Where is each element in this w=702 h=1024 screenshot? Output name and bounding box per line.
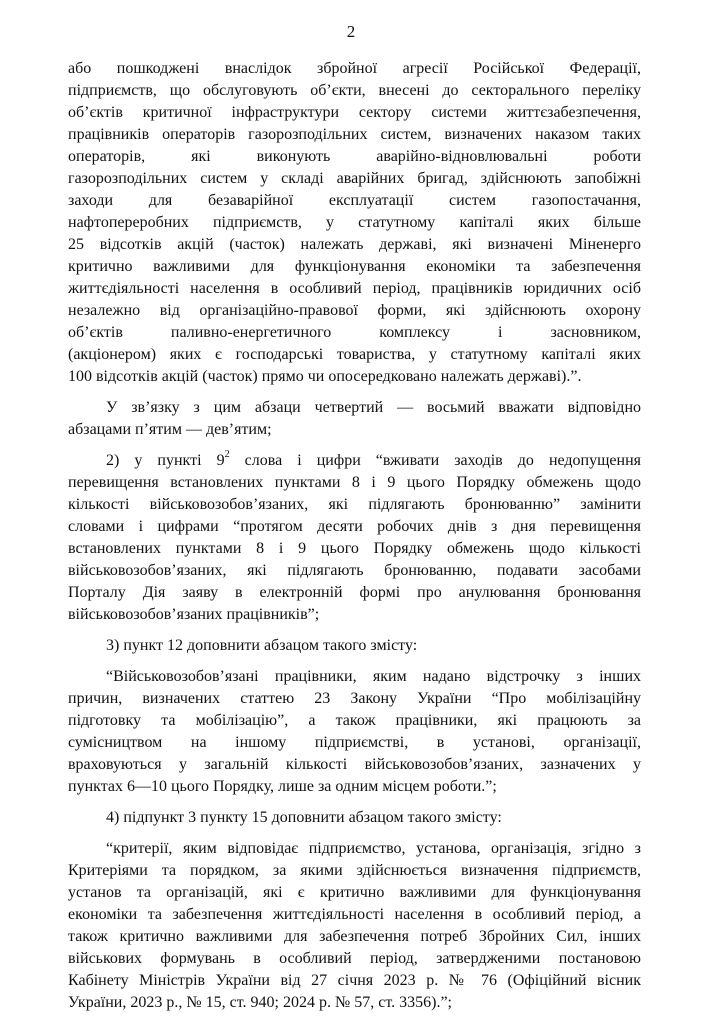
text-line: 4) підпункт 3 пункту 15 доповнити абзацом такого змісту: <box>106 809 502 826</box>
text-line: перевищення встановлених пунктами 8 і 9 цього Порядку обмежень щодо <box>68 474 641 491</box>
paragraph-item-4 <box>68 807 641 829</box>
text-line: життєдіяльності населення в особливий період, працівників юридичних осіб <box>68 280 641 297</box>
text-line: (акціонером) яких є господарські товариства, у статутному капіталі яких <box>68 346 641 363</box>
document-body <box>68 58 641 1014</box>
paragraph-renumbering <box>68 397 641 441</box>
text-line: операторів, які виконують аварійно-відновлювальні роботи <box>68 148 641 165</box>
text-line: України, 2023 р., № 15, ст. 940; 2024 р. № 57, ст. 3356).”; <box>68 994 452 1011</box>
text-line: газорозподільних систем у складі аварійних бригад, здійснюють запобіжні <box>68 170 641 187</box>
text-line: У зв’язку з цим абзаци четвертий — восьмий вважати відповідно <box>106 399 641 416</box>
text-line: кількості військовозобов’язаних, які підлягають бронюванню” замінити <box>68 496 641 513</box>
text-line: підготовку та мобілізацію”, а також працівники, які працюють за <box>68 712 641 729</box>
text-line: враховуються у загальній кількості військовозобов’язаних, зазначених у <box>68 756 641 773</box>
text-line: працівників операторів газорозподільних систем, визначених наказом таких <box>68 126 641 143</box>
text-fragment: слова і цифри “вживати заходів до недопущення <box>229 452 642 469</box>
text-line: Порталу Дія заяву в електронній формі про анулювання бронювання <box>68 584 641 601</box>
text-line: або пошкоджені внаслідок збройної агресії Російської Федерації, <box>68 60 641 77</box>
text-line: військовозобов’язаних працівників”; <box>68 606 320 623</box>
superscript: 2 <box>224 448 230 460</box>
text-line: “Військовозобов’язані працівники, яким надано відстрочку з інших <box>106 668 641 685</box>
text-line: абзацами п’ятим — дев’ятим; <box>68 421 272 438</box>
text-line: причин, визначених статтею 23 Закону України “Про мобілізаційну <box>68 690 641 707</box>
text-line: критично важливими для функціонування економіки та забезпечення <box>68 258 641 275</box>
text-line: 25 відсотків акцій (часток) належать державі, які визначені Міненерго <box>68 236 641 253</box>
text-line: об’єктів паливно-енергетичного комплексу і засновником, <box>68 324 641 341</box>
text-line: “критерії, яким відповідає підприємство, установа, організація, згідно з <box>106 840 641 857</box>
text-line: 3) пункт 12 доповнити абзацом такого змісту: <box>106 637 418 654</box>
text-line: військових формувань в особливий період, затвердженими постановою <box>68 950 641 967</box>
text-line: також критично важливими для забезпечення потреб Збройних Сил, інших <box>68 928 641 945</box>
text-line: економіки та забезпечення життєдіяльності населення в особливий період, а <box>68 906 641 923</box>
text-line <box>68 450 641 472</box>
paragraph-quote-1 <box>68 666 641 798</box>
paragraph-quote-2 <box>68 838 641 1014</box>
text-line: встановлених пунктами 8 і 9 цього Порядку обмежень щодо кількості <box>68 540 641 557</box>
paragraph-item-2 <box>68 450 641 626</box>
text-line: нафтопереробних підприємств, у статутному капіталі яких більше <box>68 214 641 231</box>
text-fragment: 2) у пункті 9 <box>106 452 225 469</box>
text-line: незалежно від організаційно-правової форми, які здійснюють охорону <box>68 302 641 319</box>
paragraph-continuation <box>68 58 641 388</box>
text-line: 100 відсотків акцій (часток) прямо чи опосередковано належать державі).”. <box>68 368 582 385</box>
text-line: заходи для безаварійної експлуатації систем газопостачання, <box>68 192 641 209</box>
text-line: сумісництвом на іншому підприємстві, в установі, організації, <box>68 734 641 751</box>
text-line: словами і цифрами “протягом десяти робочих днів з дня перевищення <box>68 518 641 535</box>
text-line: Критеріями та порядком, за якими здійснюється визначення підприємств, <box>68 862 641 879</box>
text-line: установ та організацій, які є критично важливими для функціонування <box>68 884 641 901</box>
text-line: Кабінету Міністрів України від 27 січня 2023 р. № 76 (Офіційний вісник <box>68 972 641 989</box>
text-line: підприємств, що обслуговують об’єкти, внесені до секторального переліку <box>68 82 641 99</box>
text-line: об’єктів критичної інфраструктури сектору системи життєзабезпечення, <box>68 104 641 121</box>
page-number: 2 <box>346 22 356 41</box>
text-line: пунктах 6—10 цього Порядку, лише за одним місцем роботи.”; <box>68 778 497 795</box>
paragraph-item-3 <box>68 635 641 657</box>
text-line: військовозобов’язаних, які підлягають бронюванню, подавати засобами <box>68 562 641 579</box>
